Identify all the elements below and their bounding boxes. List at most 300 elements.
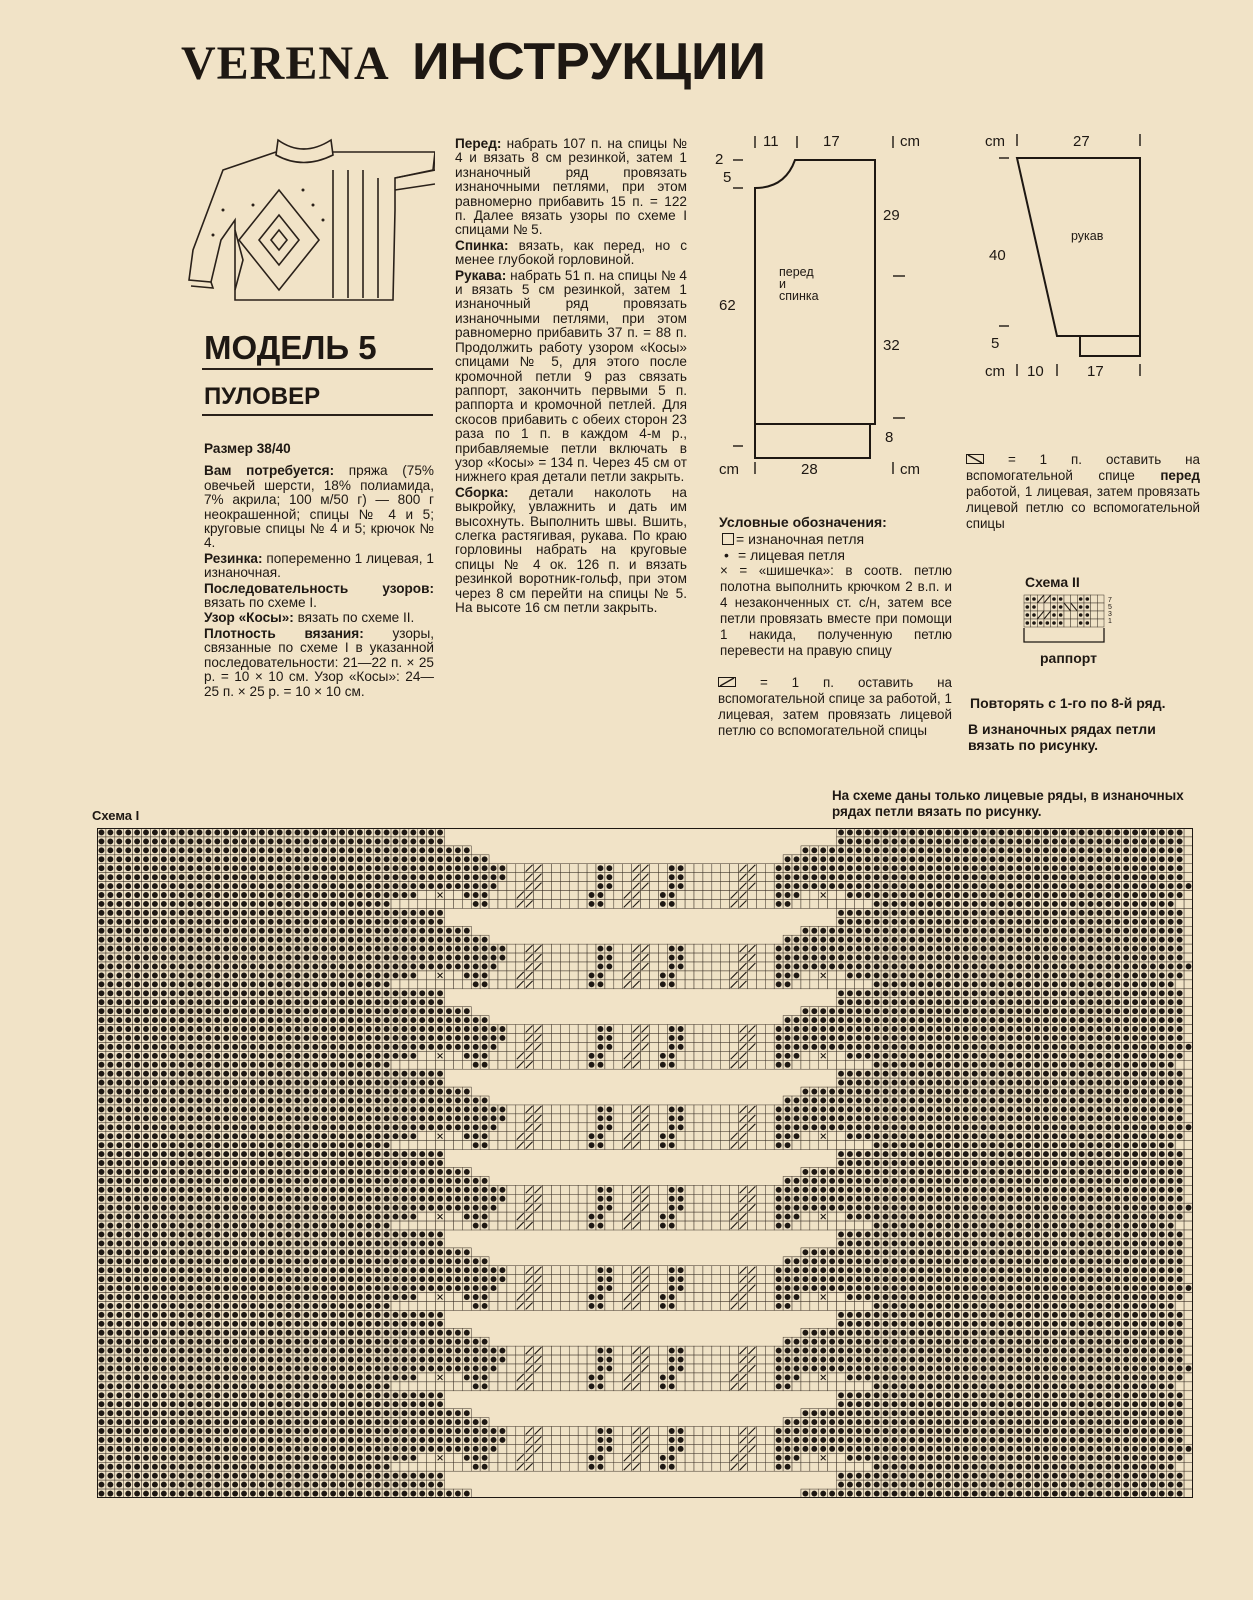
size-line: Размер 38/40 [204,441,291,456]
knit-stitch [366,892,372,898]
knit-stitch [250,999,256,1005]
chart-cell [685,873,694,882]
knit-stitch [1070,999,1076,1005]
knit-stitch [401,865,407,871]
knit-stitch [214,847,220,853]
knit-stitch [241,972,247,978]
schema2-cell [1064,611,1071,619]
knit-stitch [464,847,470,853]
knit-stitch [464,1017,470,1023]
knit-stitch [303,1035,309,1041]
knit-stitch [785,937,791,943]
chart-cell [489,891,498,900]
knit-stitch [152,1035,158,1041]
knit-stitch [152,919,158,925]
chart-cell [578,899,587,908]
knit-stitch [348,946,354,952]
knit-stitch [1052,955,1058,961]
knit-stitch [99,999,105,1005]
knit-stitch [152,990,158,996]
knit-stitch [286,972,292,978]
knit-stitch [428,910,434,916]
knit-stitch [598,972,604,978]
knit-stitch [678,874,684,880]
knit-stitch [1088,874,1094,880]
knit-stitch [909,964,915,970]
knit-stitch [892,856,898,862]
chart-cell [516,864,525,873]
knit-stitch [99,1017,105,1023]
chart-cell [747,891,756,900]
chart-cell [391,899,400,908]
knit-stitch [669,874,675,880]
schema2-knit [1059,621,1063,625]
knit-stitch [829,955,835,961]
chart-cell [756,971,765,980]
knit-stitch [1132,901,1138,907]
knit-stitch [348,919,354,925]
knit-stitch [963,838,969,844]
knit-stitch [1007,990,1013,996]
knit-stitch [1016,999,1022,1005]
knit-stitch [232,999,238,1005]
knit-stitch [1132,847,1138,853]
knit-stitch [482,856,488,862]
knit-stitch [303,928,309,934]
chart-cell [605,971,614,980]
knit-stitch [161,981,167,987]
chart-cell [516,944,525,953]
chart-cell [516,962,525,971]
knit-stitch [99,946,105,952]
chart-cell [721,864,730,873]
knit-stitch [410,937,416,943]
knit-stitch [1096,964,1102,970]
gauge [204,627,434,699]
knit-stitch [990,1044,996,1050]
knit-stitch [1132,999,1138,1005]
knit-stitch [419,919,425,925]
knit-stitch [277,955,283,961]
knit-stitch [321,1035,327,1041]
knit-stitch [874,1026,880,1032]
knit-stitch [250,990,256,996]
knit-stitch [437,847,443,853]
knit-stitch [125,910,131,916]
knit-stitch [419,928,425,934]
knit-stitch [116,892,122,898]
knit-stitch [357,1026,363,1032]
knit-stitch [107,1008,113,1014]
knit-stitch [1150,972,1156,978]
knit-stitch [847,865,853,871]
knit-stitch [1114,928,1120,934]
knit-stitch [205,838,211,844]
knit-stitch [277,892,283,898]
knit-stitch [197,972,203,978]
knit-stitch [1007,901,1013,907]
knit-stitch [990,883,996,889]
knit-stitch [330,928,336,934]
knit-stitch [1168,937,1174,943]
chart-cell [507,891,516,900]
knit-stitch [1159,910,1165,916]
chart-cell [658,944,667,953]
knit-stitch [99,937,105,943]
knit-stitch [927,838,933,844]
knit-stitch [339,999,345,1005]
knit-stitch [188,955,194,961]
gauge-text: узоры, связанные по схеме I в указанной последовательности: 21—22 п. × 25 р. = 10 × 10 см. Узор «Косы»: 24—25 п. × 25 р. = 10 × 10 см. [204,625,435,699]
knit-stitch [785,1026,791,1032]
knit-stitch [375,901,381,907]
knit-stitch [321,1044,327,1050]
knit-stitch [428,999,434,1005]
knit-stitch [811,865,817,871]
knit-stitch [437,856,443,862]
body-dim-left-3: 62 [719,297,736,314]
knit-stitch [1088,1026,1094,1032]
knit-stitch [1132,874,1138,880]
knit-stitch [401,1044,407,1050]
knit-stitch [1168,838,1174,844]
chart-cell [587,944,596,953]
knit-stitch [339,928,345,934]
knit-stitch [125,883,131,889]
knit-stitch [161,847,167,853]
schema2-knit [1032,613,1036,617]
knit-stitch [990,999,996,1005]
knit-stitch [1052,910,1058,916]
knit-stitch [419,990,425,996]
rib-stitch [204,552,434,581]
chart-cell [792,980,801,989]
chart-cell [712,962,721,971]
knit-stitch [981,883,987,889]
knit-stitch [1159,1026,1165,1032]
knit-stitch [116,910,122,916]
knit-stitch [277,972,283,978]
knit-stitch [330,919,336,925]
knit-stitch [909,1044,915,1050]
knit-stitch [776,1035,782,1041]
knit-stitch [455,964,461,970]
knit-stitch [393,847,399,853]
knit-stitch [892,847,898,853]
chart-cell [507,1033,516,1042]
knit-stitch [892,838,898,844]
knit-stitch [259,919,265,925]
knit-stitch [437,865,443,871]
knit-stitch [161,946,167,952]
knit-stitch [785,946,791,952]
knit-stitch [393,830,399,836]
knit-stitch [170,856,176,862]
chart-cell [641,971,650,980]
knit-stitch [116,856,122,862]
knit-stitch [339,910,345,916]
knit-stitch [170,1017,176,1023]
knit-stitch [464,892,470,898]
knit-stitch [1141,901,1147,907]
knit-stitch [473,964,479,970]
knit-stitch [99,1008,105,1014]
knit-stitch [312,847,318,853]
knit-stitch [268,964,274,970]
chart-cell [828,899,837,908]
knit-stitch [1114,937,1120,943]
knit-stitch [303,856,309,862]
knit-stitch [963,874,969,880]
knit-stitch [357,883,363,889]
knit-stitch [972,955,978,961]
knit-stitch [1105,874,1111,880]
chart-cell [756,899,765,908]
chart-cell [578,980,587,989]
knit-stitch [900,955,906,961]
knit-stitch [598,955,604,961]
knit-stitch [259,892,265,898]
knit-stitch [410,972,416,978]
chart-cell [721,1025,730,1034]
knit-stitch [410,990,416,996]
knit-stitch [205,910,211,916]
knit-stitch [375,981,381,987]
knit-stitch [1007,981,1013,987]
knit-stitch [1061,1035,1067,1041]
knit-stitch [179,901,185,907]
chart-cell [721,980,730,989]
knit-stitch [936,892,942,898]
knit-stitch [286,892,292,898]
knit-stitch [357,972,363,978]
knit-stitch [838,990,844,996]
schema2-knit [1026,621,1030,625]
knit-stitch [357,937,363,943]
chart-cell [462,980,471,989]
knit-stitch [856,999,862,1005]
chart-cell [507,899,516,908]
knit-stitch [1177,892,1183,898]
knit-stitch [330,856,336,862]
knit-stitch [990,1008,996,1014]
sleeve-dim-top-unit: cm [985,133,1005,150]
chart-cell [658,873,667,882]
knit-stitch [1105,999,1111,1005]
knit-stitch [1132,972,1138,978]
knit-stitch [125,990,131,996]
knit-stitch [143,865,149,871]
knit-stitch [107,892,113,898]
knit-stitch [918,838,924,844]
knit-stitch [1025,937,1031,943]
knit-stitch [900,999,906,1005]
knit-stitch [892,1008,898,1014]
knit-stitch [375,964,381,970]
knit-stitch [161,874,167,880]
chart-cell [507,953,516,962]
knit-stitch [295,981,301,987]
chart-cell [658,1025,667,1034]
knit-stitch [1123,1008,1129,1014]
knit-stitch [900,1017,906,1023]
chart-cell [569,962,578,971]
knit-stitch [1177,874,1183,880]
knit-stitch [856,865,862,871]
knit-stitch [393,1044,399,1050]
schema1-note: На схеме даны только лицевые ряды, в изнаночных рядах петли вязать по рисунку. [832,788,1184,819]
knit-stitch [874,972,880,978]
knit-stitch [998,901,1004,907]
knit-stitch [223,847,229,853]
knit-stitch [847,883,853,889]
knit-stitch [482,1035,488,1041]
knit-stitch [598,964,604,970]
knit-stitch [1034,1044,1040,1050]
knit-stitch [107,981,113,987]
knit-stitch [945,972,951,978]
knit-stitch [366,928,372,934]
knit-stitch [972,919,978,925]
knit-stitch [1034,856,1040,862]
knit-stitch [1043,937,1049,943]
knit-stitch [598,1044,604,1050]
chart-cell [703,899,712,908]
knit-stitch [1141,865,1147,871]
body-dim-right-2: 32 [883,337,900,354]
knit-stitch [330,1026,336,1032]
knit-stitch [152,874,158,880]
knit-stitch [776,883,782,889]
legend-knit [724,547,954,563]
knit-stitch [963,981,969,987]
front-text: набрать 107 п. на спицы № 4 и вязать 8 см резинкой, затем 1 изнаночный ряд провязать изнаночными петлями, при этом равномерно прибавить 15 п. = 122 п. Далее вязать узоры по схеме I спицами № 5. [455,136,687,238]
knit-stitch [339,946,345,952]
knit-stitch [116,874,122,880]
knit-stitch [865,972,871,978]
knit-stitch [366,1026,372,1032]
knit-stitch [1070,919,1076,925]
knit-stitch [1034,847,1040,853]
knit-stitch [981,901,987,907]
chart-cell [828,891,837,900]
knit-stitch [179,928,185,934]
chart-cell [756,882,765,891]
knit-stitch [874,847,880,853]
knit-stitch [339,964,345,970]
knit-stitch [116,937,122,943]
knit-stitch [143,883,149,889]
chart-cell [685,891,694,900]
knit-stitch [188,972,194,978]
knit-stitch [1141,838,1147,844]
knit-stitch [990,990,996,996]
knit-stitch [401,1017,407,1023]
knit-stitch [990,830,996,836]
knit-stitch [419,838,425,844]
knit-stitch [197,1026,203,1032]
knit-stitch [990,928,996,934]
knit-stitch [214,972,220,978]
knit-stitch [1141,1035,1147,1041]
knit-stitch [330,883,336,889]
chart-cell [534,891,543,900]
knit-stitch [606,964,612,970]
knit-stitch [125,865,131,871]
knit-stitch [990,937,996,943]
knit-stitch [375,972,381,978]
knit-stitch [170,928,176,934]
knit-stitch [179,999,185,1005]
knit-stitch [1061,910,1067,916]
knit-stitch [998,874,1004,880]
chart-cell [649,1042,658,1051]
knit-stitch [446,937,452,943]
knit-stitch [312,883,318,889]
knit-stitch [820,937,826,943]
chart-cell [560,944,569,953]
knit-stitch [998,838,1004,844]
knit-stitch [945,883,951,889]
knit-stitch [214,856,220,862]
knit-stitch [330,838,336,844]
chart-cell [685,1025,694,1034]
knit-stitch [945,892,951,898]
knit-stitch [998,892,1004,898]
knit-stitch [419,999,425,1005]
knit-stitch [892,1026,898,1032]
knit-stitch [847,874,853,880]
body-dim-left-1: 2 [715,151,724,168]
chart-cell [614,1025,623,1034]
knit-stitch [1052,1026,1058,1032]
knit-stitch [107,1044,113,1050]
knit-stitch [1177,1026,1183,1032]
knit-stitch [277,1044,283,1050]
knit-stitch [606,946,612,952]
knit-stitch [134,892,140,898]
knit-stitch [865,838,871,844]
chart-cell [854,899,863,908]
chart-cell [1184,998,1193,1007]
knit-stitch [277,838,283,844]
chart-cell [543,899,552,908]
knit-stitch [1168,910,1174,916]
chart-cell [507,873,516,882]
chart-cell [498,899,507,908]
knit-stitch [981,838,987,844]
knit-stitch [330,910,336,916]
knit-stitch [197,1035,203,1041]
knit-stitch [883,874,889,880]
knit-stitch [393,946,399,952]
chart-cell [685,971,694,980]
knit-stitch [883,928,889,934]
knit-stitch [339,830,345,836]
knit-stitch [998,1008,1004,1014]
knit-stitch [963,865,969,871]
knit-stitch [838,1008,844,1014]
knit-stitch [143,999,149,1005]
knit-stitch [945,999,951,1005]
knit-stitch [1043,999,1049,1005]
knit-stitch [1123,830,1129,836]
knit-stitch [214,1035,220,1041]
knit-stitch [1043,856,1049,862]
knit-stitch [455,1008,461,1014]
chart-cell [543,864,552,873]
knit-stitch [1061,928,1067,934]
